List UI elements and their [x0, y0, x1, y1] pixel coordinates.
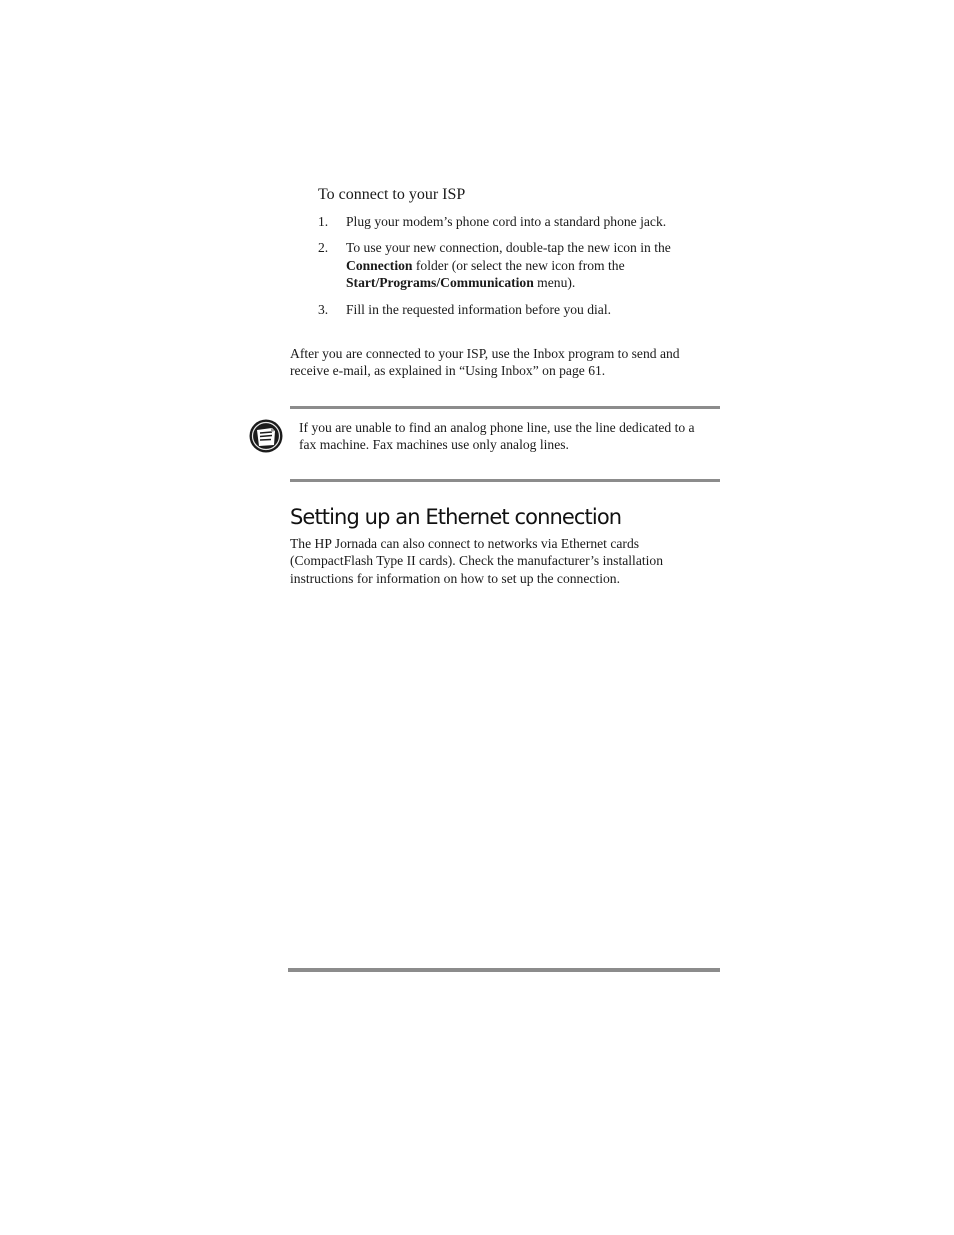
list-item — [318, 301, 718, 318]
note-bottom-rule — [290, 479, 720, 482]
note-top-rule — [290, 406, 720, 409]
note-icon — [248, 418, 284, 454]
body-paragraph: The HP Jornada can also connect to networks via Ethernet cards (CompactFlash Type II cards). Check the manufacturer’s installation instructions for information on how to set up the connection. — [290, 536, 664, 586]
list-item — [318, 213, 718, 230]
step-text: Plug your modem’s phone cord into a standard phone jack. — [346, 214, 667, 229]
step-text: folder (or select the new icon from the — [412, 257, 625, 273]
step-bold-term: Connection — [346, 257, 413, 273]
list-item — [318, 239, 718, 291]
step-text: menu). — [533, 275, 576, 291]
note-text: If you are unable to find an analog phone line, use the line dedicated to a fax machine. Fax machines use only analog lines. — [299, 420, 695, 453]
body-paragraph: After you are connected to your ISP, use the Inbox program to send and receive e-mail, as explained in “Using Inbox” on page 61. — [290, 346, 680, 379]
step-number: 1. — [318, 214, 329, 229]
procedure-heading: To connect to your ISP — [318, 186, 466, 203]
step-text: To use your new connection, double-tap the new icon in the — [346, 240, 671, 256]
procedure-steps — [318, 213, 718, 327]
step-number: 3. — [318, 301, 329, 317]
section-heading: Setting up an Ethernet connection — [290, 505, 622, 529]
step-number: 2. — [318, 240, 329, 256]
footer-rule — [288, 968, 720, 972]
step-text: Fill in the requested information before you dial. — [346, 301, 612, 317]
step-bold-term: Start/Programs/Communication — [346, 275, 534, 291]
